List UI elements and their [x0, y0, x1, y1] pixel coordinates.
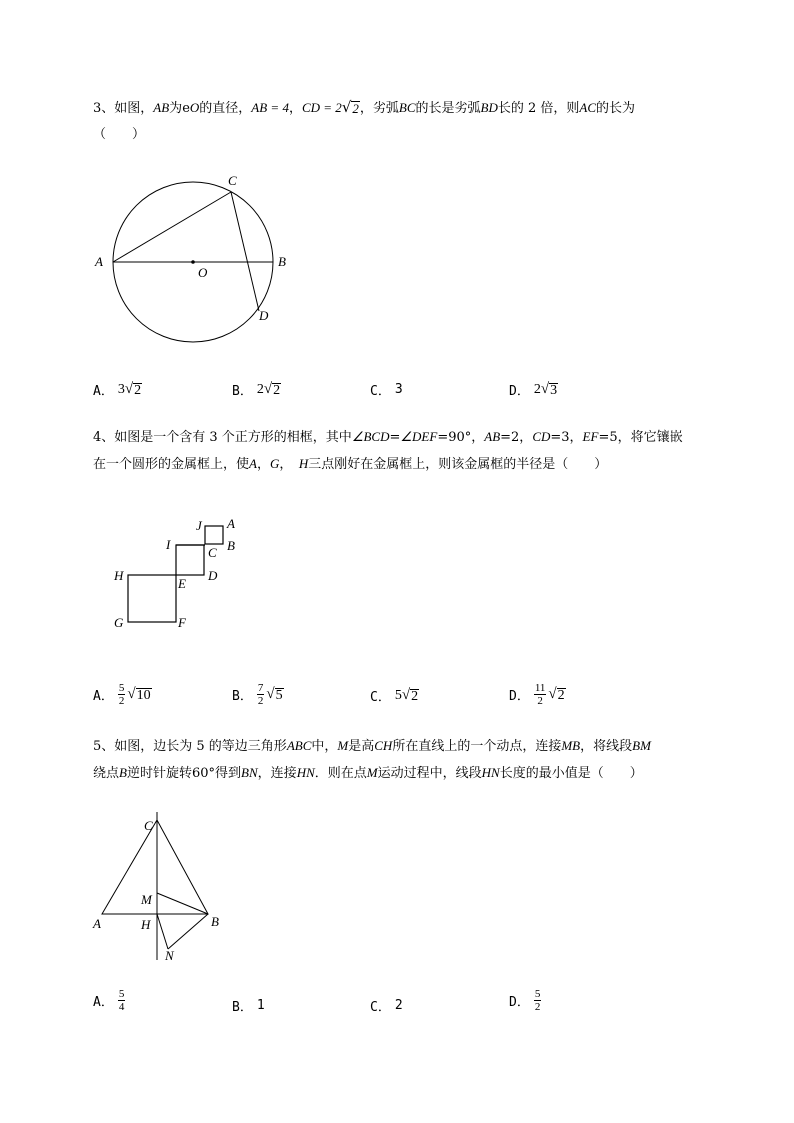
q3-option-a[interactable]: A． 3 √ 2 [93, 380, 142, 399]
sqrt-symbol: √ 2 [124, 380, 142, 398]
q5-option-b[interactable]: B． 1 [232, 998, 265, 1015]
fraction: $\frac{5}{2}$ [534, 988, 541, 1013]
question-4-line-1: 4、如图是一个含有 3 个正方形的相框，其中∠BCD=∠DEF=90°，AB=2，CD=3，EF=5，将它镶嵌 [93, 429, 683, 445]
question-3-line-1: 3、如图，AB为eO的直径，AB = 4，CD = 2 √ 2 ，劣弧BC的长是劣弧BD长的 2 倍，则AC的长为 [93, 98, 636, 116]
segment-mb [157, 893, 208, 914]
label-i: I [166, 537, 171, 552]
label-j: J [196, 518, 202, 533]
label-g: G [114, 615, 124, 630]
sqrt-symbol: √ 2 [401, 686, 419, 704]
fraction: $\frac{11}{2}$ [534, 682, 546, 707]
label-b: B [278, 254, 286, 269]
q3-option-d[interactable]: D． 2 √ 3 [509, 380, 558, 399]
label-m: M [141, 892, 152, 907]
question-5-line-1: 5、如图，边长为 5 的等边三角形ABC中，M是高CH所在直线上的一个动点，连接MB，将线段BM [93, 738, 651, 754]
label-n: N [165, 948, 174, 963]
sqrt-symbol: √ 5 [266, 685, 283, 703]
fraction: $\frac{7}{2}$ [257, 682, 264, 707]
sqrt-symbol: √ 3 [540, 380, 558, 398]
label-a: A [93, 916, 101, 931]
triangle-abc [102, 820, 208, 914]
question-4-line-2: 在一个圆形的金属框上，使A，G， H三点刚好在金属框上，则该金属框的半径是（ ） [93, 456, 608, 472]
sqrt-symbol: √ 2 [341, 98, 359, 116]
q5-option-d[interactable]: D． $\frac{5}{2}$ [509, 988, 541, 1013]
label-a: A [95, 254, 103, 269]
question-5-line-2: 绕点B逆时针旋转60°得到BN，连接HN．则在点M运动过程中，线段HN长度的最小值是（ ） [93, 765, 643, 781]
label-d: D [259, 308, 269, 323]
sqrt-symbol: √ 10 [127, 685, 151, 703]
label-h: H [114, 568, 124, 583]
label-b: B [227, 538, 235, 553]
label-e: E [178, 576, 186, 591]
label-o: O [198, 265, 208, 280]
q3-option-b[interactable]: B． 2 √ 2 [232, 380, 281, 399]
q4-option-b[interactable]: B． $\frac{7}{2}$ √ 5 [232, 682, 283, 707]
label-c: C [144, 818, 153, 833]
question-3-line-2: （ ） [93, 127, 146, 142]
fraction: $\frac{5}{4}$ [118, 988, 125, 1013]
q4-option-a[interactable]: A． $\frac{5}{2}$ √ 10 [93, 682, 151, 707]
label-d: D [208, 568, 218, 583]
label-c: C [228, 173, 237, 188]
q5-option-a[interactable]: A． $\frac{5}{4}$ [93, 988, 125, 1013]
q3-option-c[interactable]: C． 3 [370, 382, 403, 399]
label-a: A [227, 516, 235, 531]
sqrt-symbol: √ 2 [548, 685, 565, 703]
label-f: F [178, 615, 186, 630]
q4-option-c[interactable]: C． 5 √ 2 [370, 686, 419, 705]
label-h: H [141, 917, 151, 932]
sqrt-symbol: √ 2 [263, 380, 281, 398]
fraction: $\frac{5}{2}$ [118, 682, 125, 707]
q4-option-d[interactable]: D． $\frac{11}{2}$ √ 2 [509, 682, 565, 707]
label-b: B [211, 914, 219, 929]
label-c: C [208, 545, 217, 560]
q5-option-c[interactable]: C． 2 [370, 998, 403, 1015]
segment-bn [168, 914, 208, 949]
segment-hn [157, 914, 168, 949]
